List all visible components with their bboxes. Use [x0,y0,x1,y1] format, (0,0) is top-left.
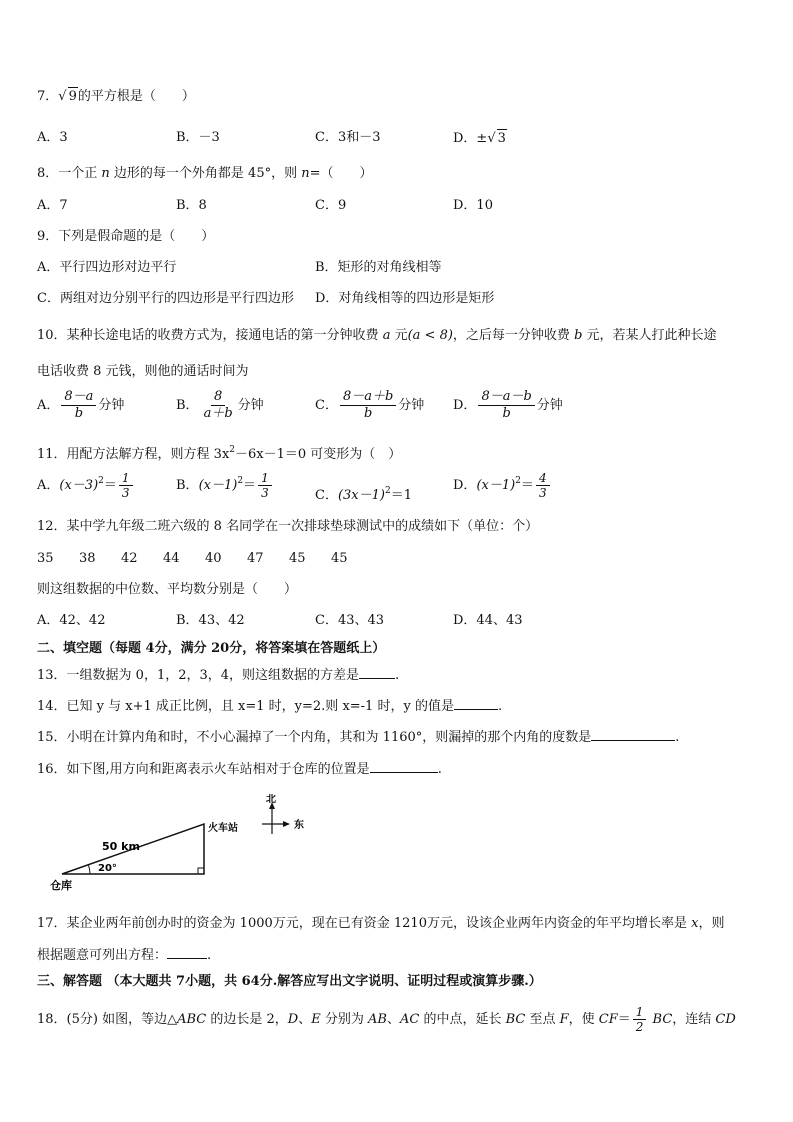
east-label: 东 [294,820,304,831]
q9-option-d: D．对角线相等的四边形是矩形 [315,291,495,306]
distance-label: 50 km [102,840,140,853]
score-value: 38 [79,551,96,566]
section-2-heading: 二、填空题（每题 4分，满分 20分，将答案填在答题纸上） [37,641,386,656]
warehouse-label: 仓库 [50,879,72,892]
question-7-stem: 7．√ 9的平方根是（ ） [37,89,195,104]
score-value: 45 [331,551,348,566]
q10-option-a: A． $\frac{8-a}{b}$ 分钟 [37,389,125,421]
answer-blank [591,728,675,741]
q9-option-a: A．平行四边形对边平行 [37,260,177,275]
angle-label: 20° [98,863,117,874]
q10-option-c: C． $\frac{8-a+b}{b}$ 分钟 [315,389,425,421]
q9-option-b: B．矩形的对角线相等 [315,260,442,275]
sqrt-symbol: √ [58,89,67,104]
score-value: 47 [247,551,264,566]
q8-option-a: A．7 [37,198,68,213]
q7-option-c: C．3和－3 [315,130,381,145]
q11-option-c: C．$(3x-1)^2=1$ [315,486,412,503]
question-9-stem: 9．下列是假命题的是（ ） [37,229,215,244]
station-label: 火车站 [208,823,238,834]
answer-blank [454,697,498,710]
q7-option-d: D．±√ 3 [453,131,506,146]
location-diagram [48,794,348,894]
question-10-line1: 10．某种长途电话的收费方式为，接通电话的第一分钟收费 a 元(a < 8)，之后每一分钟收费 b 元，若某人打此种长途 [37,328,717,343]
question-12-stem: 12．某中学九年级二班六级的 8 名同学在一次排球垫球测试中的成绩如下（单位：个） [37,519,539,534]
score-value: 40 [205,551,222,566]
q12-option-c: C．43、43 [315,613,385,628]
q7-option-a: A．3 [37,130,68,145]
score-value: 42 [121,551,138,566]
q10-option-d: D． $\frac{8-a-b}{b}$ 分钟 [453,389,563,421]
q7-option-b: B．－3 [176,130,220,145]
score-value: 44 [163,551,180,566]
compass-icon [262,802,290,834]
q10-option-b: B． $\frac{8}{a+b}$ 分钟 [176,389,264,421]
score-value: 35 [37,551,54,566]
q12-option-a: A．42、42 [37,613,106,628]
q8-option-c: C．9 [315,198,347,213]
question-15: 15．小明在计算内角和时，不小心漏掉了一个内角，其和为 1160°，则漏掉的那个内角的度数是 . [37,730,680,745]
q12-option-d: D．44、43 [453,613,523,628]
question-18: 18．(5分) 如图，等边△ABC 的边长是 2，D、E 分别为 AB、AC 的中点，延长 BC 至点 F，使 CF＝ $\frac{1}{2}$ BC，连结 CD [37,1005,736,1034]
q11-option-d: D．$(x-1)^2=$ $\frac{4}{3}$ [453,471,552,500]
angle-arc [88,865,90,874]
q8-option-b: B．8 [176,198,207,213]
q11-option-b: B．$(x-1)^2=$ $\frac{1}{3}$ [176,471,274,500]
question-16: 16．如下图,用方向和距离表示火车站相对于仓库的位置是 . [37,762,442,777]
answer-blank [370,760,438,773]
score-value: 45 [289,551,306,566]
section-3-heading: 三、解答题 （本大题共 7小题，共 64分.解答应写出文字说明、证明过程或演算步骤.） [37,974,542,989]
question-14: 14．已知 y 与 x+1 成正比例，且 x=1 时，y=2.则 x=-1 时，y 的值是 . [37,699,503,714]
q8-option-d: D．10 [453,198,493,213]
q9-option-c: C．两组对边分别平行的四边形是平行四边形 [37,291,294,306]
north-label: 北 [266,794,276,805]
q12-option-b: B．43、42 [176,613,245,628]
question-11-stem: 11．用配方法解方程，则方程 $3x^2-6x-1=0$ 可变形为（ ） [37,445,402,462]
answer-blank [359,666,395,679]
question-17-line2: 根据题意可列出方程： . [37,948,212,963]
question-12-ask: 则这组数据的中位数、平均数分别是（ ） [37,582,298,597]
q11-option-a: A．$(x-3)^2=$ $\frac{1}{3}$ [37,471,135,500]
question-8-stem: 8．一个正 n 边形的每一个外角都是 45°，则 n=（ ） [37,166,373,181]
answer-blank [167,946,207,959]
right-angle-mark [198,868,204,874]
question-10-line2: 电话收费 8 元钱，则他的通话时间为 [37,364,249,379]
question-17-line1: 17．某企业两年前创办时的资金为 1000万元，现在已有资金 1210万元，设该企业两年内资金的年平均增长率是 x，则 [37,916,725,931]
question-13: 13．一组数据为 0，1，2，3，4，则这组数据的方差是 . [37,668,400,683]
